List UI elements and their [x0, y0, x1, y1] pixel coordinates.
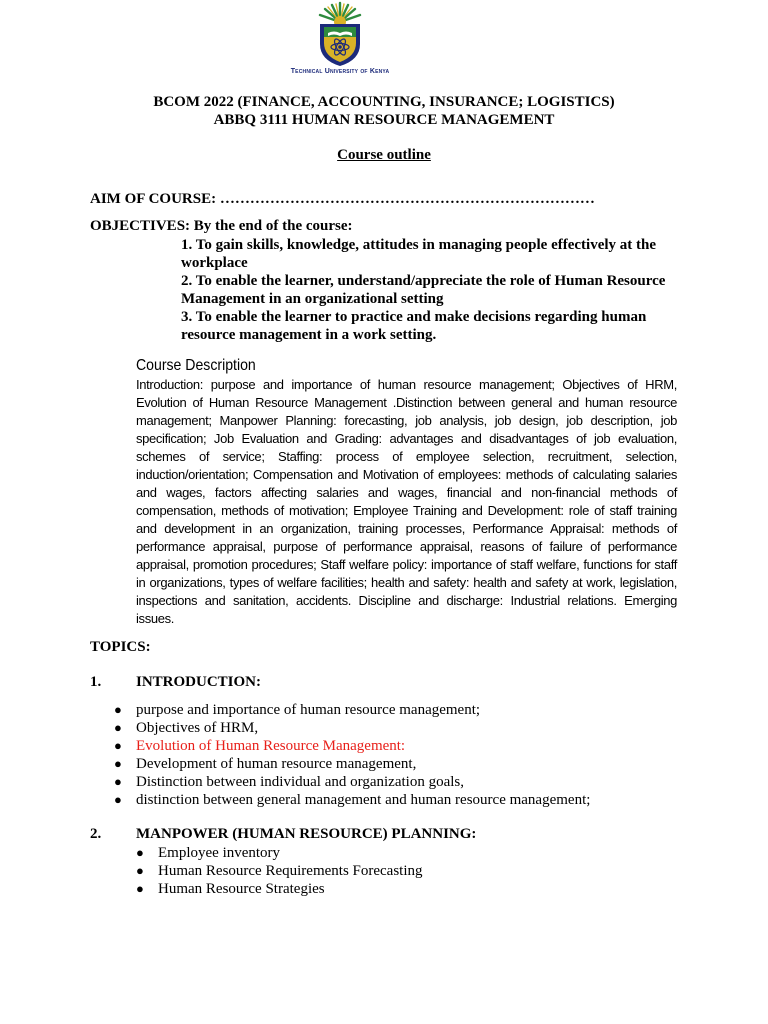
list-item-text-highlighted: Evolution of Human Resource Management: [136, 738, 406, 754]
list-item-text: Human Resource Strategies [158, 881, 325, 897]
bullet-icon: ● [114, 738, 122, 753]
list-item [114, 791, 591, 809]
list-item-text: Distinction between individual and organization goals, [136, 774, 464, 790]
list-item [114, 755, 590, 773]
list-item [136, 844, 423, 862]
programme-title: BCOM 2022 (FINANCE, ACCOUNTING, INSURANCE; LOGISTICS) [153, 94, 615, 110]
aim-of-course: AIM OF COURSE: ………………………………………………………………… [90, 191, 595, 207]
list-item-text: Human Resource Requirements Forecasting [158, 863, 423, 879]
bullet-icon: ● [114, 774, 122, 789]
section-1-bullet-list [114, 701, 591, 809]
bullet-icon: ● [114, 756, 122, 771]
university-logo [280, 0, 400, 82]
list-item-text: Objectives of HRM, [136, 720, 259, 736]
list-item-text: distinction between general management and human resource management; [136, 792, 591, 808]
objective-item: 2. To enable the learner, understand/appreciate the role of Human Resource Management in an organizational setting [181, 273, 666, 307]
university-crest-icon [312, 0, 368, 68]
objective-item: 3. To enable the learner to practice and make decisions regarding human resource management in a work setting. [181, 309, 647, 343]
section-title: INTRODUCTION: [136, 674, 262, 690]
objective-item: 1. To gain skills, knowledge, attitudes in managing people effectively at the workplace [181, 237, 657, 271]
course-description-heading: Course Description [136, 357, 256, 374]
bullet-icon: ● [136, 881, 144, 896]
bullet-icon: ● [114, 720, 122, 735]
section-number: 2. [90, 826, 102, 842]
bullet-icon: ● [136, 845, 144, 860]
list-item [114, 719, 590, 737]
list-item [114, 737, 590, 755]
course-title: ABBQ 3111 HUMAN RESOURCE MANAGEMENT [213, 112, 555, 128]
topics-heading: TOPICS: [90, 639, 151, 655]
list-item [136, 880, 423, 898]
list-item-text: Employee inventory [158, 845, 281, 861]
bullet-icon: ● [114, 702, 122, 717]
course-description-text: Introduction: purpose and importance of human resource management; Objectives of HRM, Evolution of Human Resource Management .Distinction between general and human resource management; Manpower Planning: forecasting, job analysis, job design, job description, job specification; Job Evaluation and Grading: advantages and disadvantages of job evaluation, schemes of service; Staffing: process of employee selection, recruitment, selection, induction/orientation; Compensation and Motivation of employees: methods of calculating salaries and wages, factors affecting salaries and wages, financial and non-financial methods of compensation, methods of motivation; Employee Training and Development: role of staff training and development in an organization, training processes, Performance Appraisal: methods of performance appraisal, purpose of performance appraisal, reasons of failure of performance appraisal, promotion procedures; Staff welfare policy: importance of staff welfare, functions for staff in organizations, types of welfare facilities; health and safety: health and safety at work, legislation, inspections and sanitation, accidents. Discipline and discharge: Industrial relations. Emerging issues. [136, 377, 677, 626]
course-outline-heading: Course outline [337, 147, 431, 163]
list-item [114, 773, 590, 791]
objectives-heading: OBJECTIVES: By the end of the course: [90, 218, 353, 234]
section-number: 1. [90, 674, 102, 690]
bullet-icon: ● [114, 792, 122, 807]
section-2-bullet-list [136, 844, 423, 898]
section-title: MANPOWER (HUMAN RESOURCE) PLANNING: [136, 826, 477, 842]
list-item-text: purpose and importance of human resource management; [136, 702, 481, 718]
list-item [114, 701, 590, 719]
bullet-icon: ● [136, 863, 144, 878]
university-name: Technical University of Kenya [290, 68, 390, 75]
list-item-text: Development of human resource management, [136, 756, 417, 772]
list-item [136, 862, 423, 880]
